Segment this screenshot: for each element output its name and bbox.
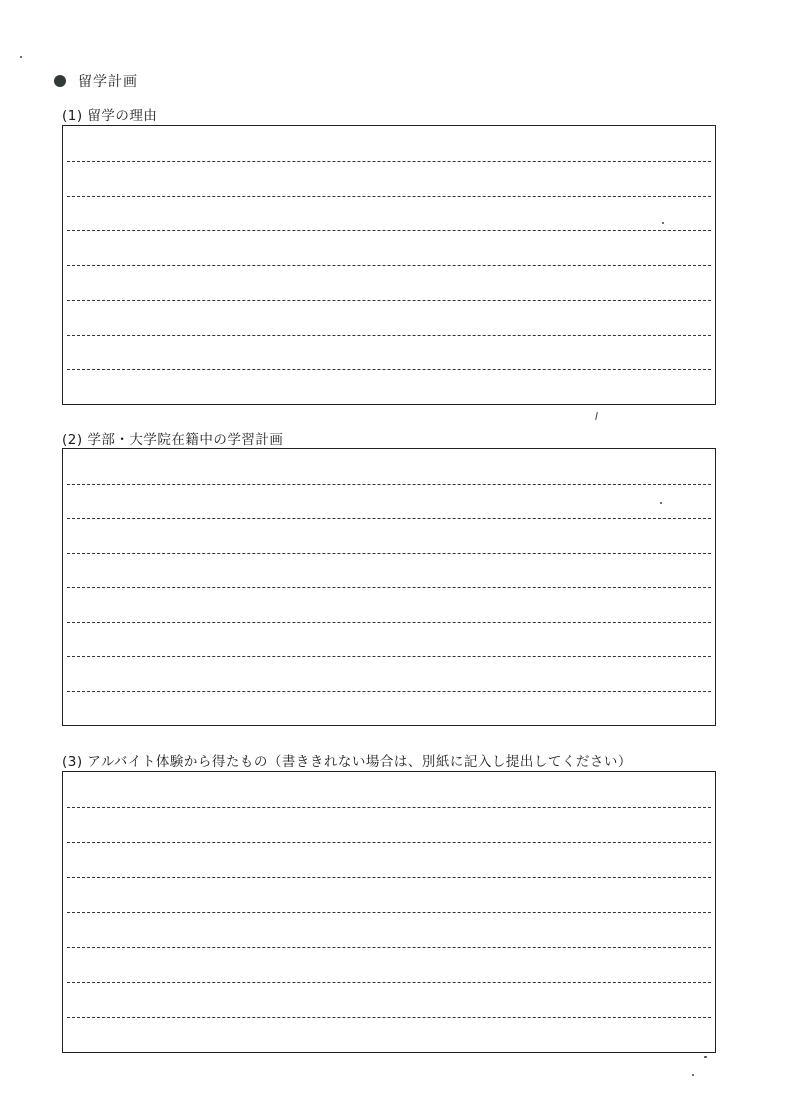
writing-line xyxy=(67,807,711,808)
writing-line xyxy=(67,1017,711,1018)
writing-line xyxy=(67,982,711,983)
section-3-textarea[interactable] xyxy=(62,771,716,1053)
writing-line xyxy=(67,484,711,485)
writing-line xyxy=(67,587,711,588)
writing-line xyxy=(67,842,711,843)
writing-line xyxy=(67,161,711,162)
writing-line xyxy=(67,230,711,231)
section-heading xyxy=(54,70,138,92)
writing-line xyxy=(67,947,711,948)
scan-speck xyxy=(662,222,664,224)
writing-line xyxy=(67,553,711,554)
writing-line xyxy=(67,656,711,657)
writing-line xyxy=(67,369,711,370)
writing-line xyxy=(67,622,711,623)
writing-line xyxy=(67,265,711,266)
scan-speck xyxy=(692,1074,694,1076)
writing-line xyxy=(67,300,711,301)
writing-line xyxy=(67,518,711,519)
writing-line xyxy=(67,691,711,692)
writing-line xyxy=(67,335,711,336)
section-1-label: (1) 留学の理由 xyxy=(62,108,158,124)
scan-speck xyxy=(20,56,22,58)
writing-line xyxy=(67,877,711,878)
heading-title: 留学計画 xyxy=(78,74,138,90)
section-3-label: (3) アルバイト体験から得たもの（書ききれない場合は、別紙に記入し提出してください） xyxy=(62,754,632,770)
section-2-label: (2) 学部・大学院在籍中の学習計画 xyxy=(62,432,284,448)
writing-line xyxy=(67,196,711,197)
section-2-textarea[interactable] xyxy=(62,448,716,726)
section-1-textarea[interactable] xyxy=(62,125,716,405)
bullet-icon xyxy=(54,75,66,87)
scan-speck xyxy=(704,1056,707,1058)
writing-line xyxy=(67,912,711,913)
scan-speck xyxy=(660,502,662,504)
scan-mark xyxy=(595,412,598,420)
